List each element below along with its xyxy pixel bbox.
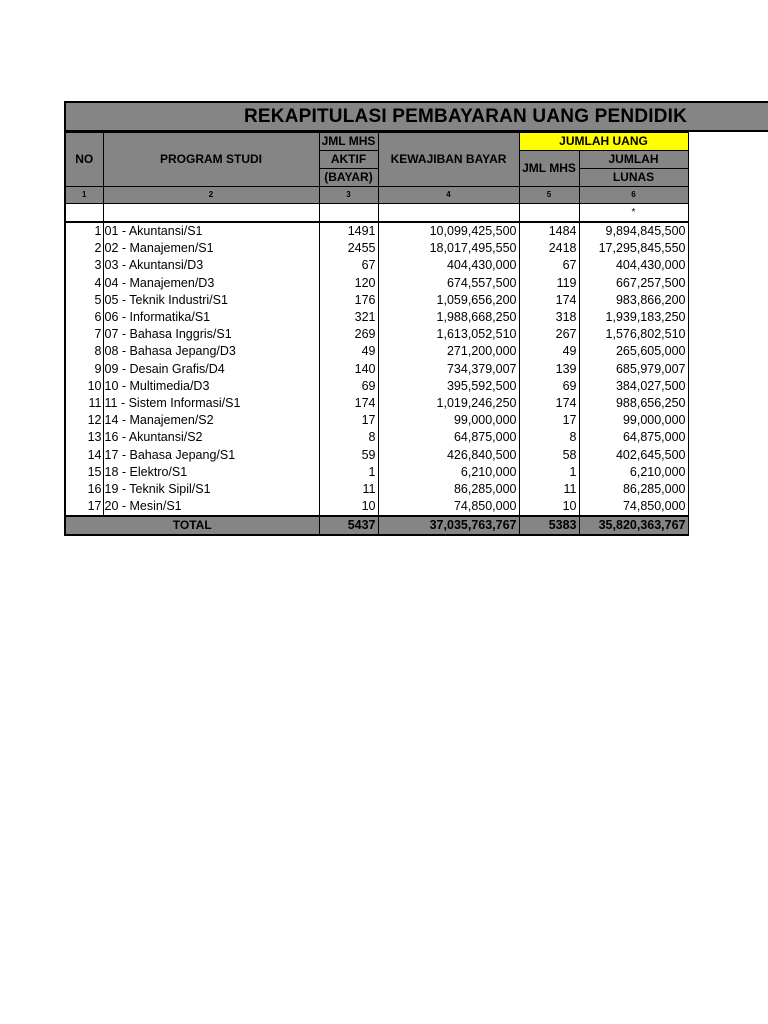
cell-program: 01 - Akuntansi/S1 [103,222,319,240]
cell-program: 09 - Desain Grafis/D4 [103,361,319,378]
cell-lunas: 265,605,000 [579,343,688,360]
cell-aktif: 49 [319,343,378,360]
blank-cell [103,204,319,223]
cell-program: 05 - Teknik Industri/S1 [103,292,319,309]
cell-mhs: 318 [519,309,579,326]
cell-mhs: 17 [519,412,579,429]
blank-cell [378,204,519,223]
cell-lunas: 983,866,200 [579,292,688,309]
cell-mhs: 8 [519,429,579,446]
total-lunas: 35,820,363,767 [579,516,688,535]
cell-no: 2 [65,240,103,257]
cell-kewajiban: 395,592,500 [378,378,519,395]
cell-kewajiban: 10,099,425,500 [378,222,519,240]
cell-mhs: 139 [519,361,579,378]
cell-mhs: 119 [519,275,579,292]
cell-mhs: 174 [519,292,579,309]
cell-mhs: 69 [519,378,579,395]
table-row [65,222,688,240]
cell-kewajiban: 271,200,000 [378,343,519,360]
cell-lunas: 1,939,183,250 [579,309,688,326]
cell-program: 08 - Bahasa Jepang/D3 [103,343,319,360]
blank-marker: * [579,204,688,223]
cell-kewajiban: 74,850,000 [378,498,519,516]
cell-kewajiban: 1,988,668,250 [378,309,519,326]
cell-kewajiban: 426,840,500 [378,446,519,463]
cell-no: 14 [65,446,103,463]
cell-lunas: 86,285,000 [579,481,688,498]
cell-lunas: 988,656,250 [579,395,688,412]
cell-aktif: 321 [319,309,378,326]
cell-program: 04 - Manajemen/D3 [103,275,319,292]
table-row [65,292,688,309]
table-row [65,326,688,343]
cell-aktif: 2455 [319,240,378,257]
cell-kewajiban: 734,379,007 [378,361,519,378]
cell-aktif: 11 [319,481,378,498]
cell-no: 11 [65,395,103,412]
cell-program: 18 - Elektro/S1 [103,464,319,481]
cell-no: 1 [65,222,103,240]
total-aktif: 5437 [319,516,378,535]
cell-kewajiban: 6,210,000 [378,464,519,481]
header-no: NO [65,133,103,187]
cell-aktif: 8 [319,429,378,446]
cell-mhs: 67 [519,257,579,274]
cell-kewajiban: 1,059,656,200 [378,292,519,309]
cell-program: 14 - Manajemen/S2 [103,412,319,429]
cell-lunas: 1,576,802,510 [579,326,688,343]
cell-kewajiban: 86,285,000 [378,481,519,498]
cell-no: 6 [65,309,103,326]
header-jml-mhs: JML MHS [519,151,579,187]
table-row [65,481,688,498]
blank-cell [319,204,378,223]
cell-mhs: 10 [519,498,579,516]
table-row [65,395,688,412]
table-row [65,343,688,360]
cell-mhs: 11 [519,481,579,498]
cell-program: 03 - Akuntansi/D3 [103,257,319,274]
cell-kewajiban: 99,000,000 [378,412,519,429]
index-cell: 3 [319,187,378,204]
table-row [65,498,688,516]
header-jumlah-uang: JUMLAH UANG [519,133,688,151]
cell-no: 3 [65,257,103,274]
cell-aktif: 69 [319,378,378,395]
cell-kewajiban: 64,875,000 [378,429,519,446]
cell-mhs: 174 [519,395,579,412]
table-row [65,412,688,429]
table-row [65,446,688,463]
cell-mhs: 1 [519,464,579,481]
cell-aktif: 59 [319,446,378,463]
table-row [65,464,688,481]
cell-mhs: 1484 [519,222,579,240]
cell-mhs: 49 [519,343,579,360]
report-title: REKAPITULASI PEMBAYARAN UANG PENDIDIK [244,106,688,127]
cell-no: 10 [65,378,103,395]
cell-aktif: 17 [319,412,378,429]
cell-lunas: 404,430,000 [579,257,688,274]
cell-no: 13 [65,429,103,446]
cell-lunas: 6,210,000 [579,464,688,481]
header-lunas: LUNAS [579,169,688,187]
cell-program: 06 - Informatika/S1 [103,309,319,326]
cell-no: 12 [65,412,103,429]
table-row [65,429,688,446]
total-mhs: 5383 [519,516,579,535]
cell-program: 11 - Sistem Informasi/S1 [103,395,319,412]
cell-aktif: 174 [319,395,378,412]
total-kewajiban: 37,035,763,767 [378,516,519,535]
cell-lunas: 64,875,000 [579,429,688,446]
cell-no: 8 [65,343,103,360]
cell-lunas: 685,979,007 [579,361,688,378]
cell-mhs: 58 [519,446,579,463]
cell-aktif: 120 [319,275,378,292]
table-row [65,309,688,326]
header-jml-mhs-aktif-1: JML MHS [319,133,378,151]
cell-no: 16 [65,481,103,498]
index-cell: 1 [65,187,103,204]
cell-lunas: 17,295,845,550 [579,240,688,257]
cell-program: 17 - Bahasa Jepang/S1 [103,446,319,463]
cell-aktif: 1491 [319,222,378,240]
cell-aktif: 269 [319,326,378,343]
cell-program: 10 - Multimedia/D3 [103,378,319,395]
cell-program: 02 - Manajemen/S1 [103,240,319,257]
cell-no: 4 [65,275,103,292]
index-cell: 4 [378,187,519,204]
blank-cell [65,204,103,223]
table-row [65,361,688,378]
blank-cell [519,204,579,223]
table-row [65,257,688,274]
cell-lunas: 99,000,000 [579,412,688,429]
index-cell: 5 [519,187,579,204]
cell-kewajiban: 1,613,052,510 [378,326,519,343]
cell-kewajiban: 18,017,495,550 [378,240,519,257]
header-program-studi: PROGRAM STUDI [103,133,319,187]
cell-lunas: 402,645,500 [579,446,688,463]
header-kewajiban-bayar: KEWAJIBAN BAYAR [378,133,519,187]
cell-lunas: 384,027,500 [579,378,688,395]
cell-no: 15 [65,464,103,481]
cell-no: 5 [65,292,103,309]
index-cell: 2 [103,187,319,204]
table-row [65,275,688,292]
cell-no: 9 [65,361,103,378]
cell-mhs: 2418 [519,240,579,257]
title-bar [64,101,768,132]
cell-program: 19 - Teknik Sipil/S1 [103,481,319,498]
cell-aktif: 1 [319,464,378,481]
total-label: TOTAL [65,516,319,535]
cell-lunas: 667,257,500 [579,275,688,292]
header-jumlah: JUMLAH [579,151,688,169]
cell-program: 20 - Mesin/S1 [103,498,319,516]
header-jml-mhs-aktif-3: (BAYAR) [319,169,378,187]
cell-program: 16 - Akuntansi/S2 [103,429,319,446]
cell-lunas: 9,894,845,500 [579,222,688,240]
cell-aktif: 67 [319,257,378,274]
cell-aktif: 176 [319,292,378,309]
cell-lunas: 74,850,000 [579,498,688,516]
header-jml-mhs-aktif-2: AKTIF [319,151,378,169]
cell-aktif: 140 [319,361,378,378]
cell-no: 17 [65,498,103,516]
cell-aktif: 10 [319,498,378,516]
cell-program: 07 - Bahasa Inggris/S1 [103,326,319,343]
table-row [65,240,688,257]
cell-no: 7 [65,326,103,343]
payment-table [64,132,689,536]
cell-kewajiban: 404,430,000 [378,257,519,274]
total-row [65,516,688,535]
cell-kewajiban: 674,557,500 [378,275,519,292]
cell-kewajiban: 1,019,246,250 [378,395,519,412]
index-cell: 6 [579,187,688,204]
cell-mhs: 267 [519,326,579,343]
table-row [65,378,688,395]
